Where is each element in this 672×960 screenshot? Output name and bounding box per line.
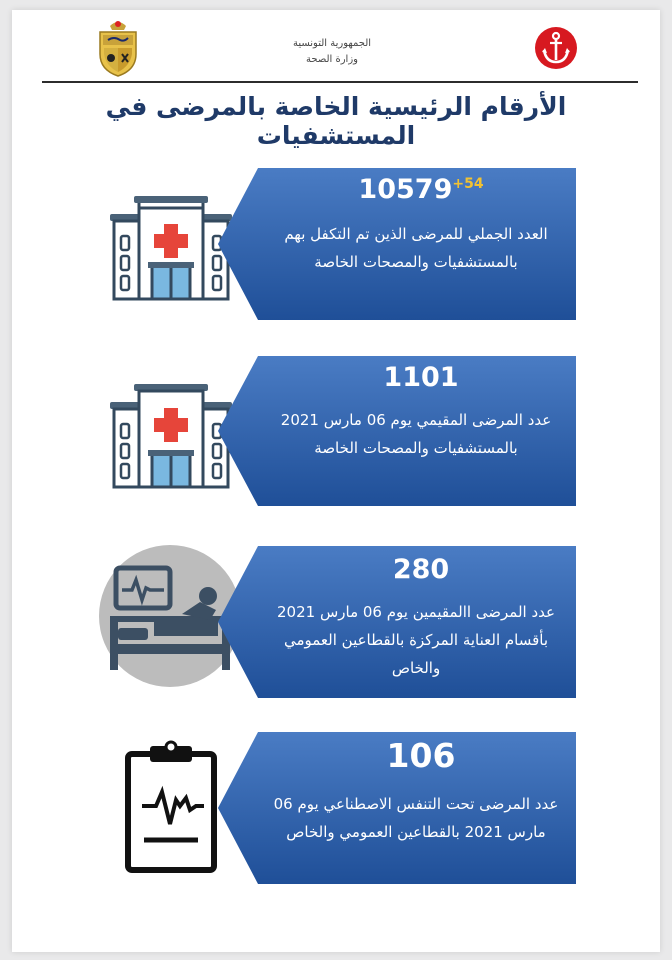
ministry-name: وزارة الصحة xyxy=(306,54,358,65)
stat-value xyxy=(266,554,576,585)
tunisia-emblem-icon xyxy=(94,18,142,78)
clipboard-ecg-icon xyxy=(124,740,218,874)
stat-description: عدد المرضى تحت التنفس الاصطناعي يوم 06 مارس 2021 بالقطاعين العمومي والخاص xyxy=(273,795,559,841)
stat-panel-icu-patients xyxy=(218,546,576,698)
stat-description: العدد الجملي للمرضى الذين تم التكفل بهم بالمستشفيات والمصحات الخاصة xyxy=(284,225,548,271)
stat-number: 1101 xyxy=(383,362,459,393)
stat-description: عدد المرضى المقيمي يوم 06 مارس 2021 بالمستشفيات والمصحات الخاصة xyxy=(280,411,552,457)
document-sheet xyxy=(12,10,660,952)
stat-delta: +54 xyxy=(452,176,484,192)
stat-panel-total-patients xyxy=(218,168,576,320)
stat-value xyxy=(266,736,576,775)
stat-number: 10579 xyxy=(358,174,453,205)
ministry-header xyxy=(12,10,660,80)
hospital-icon xyxy=(106,382,236,492)
stat-description: عدد المرضى االمقيمين يوم 06 مارس 2021 بأقسام العناية المركزة بالقطاعين العمومي والخاص xyxy=(276,603,555,677)
page-title: الأرقام الرئيسية الخاصة بالمرضى في المستشفيات xyxy=(105,92,567,150)
ministry-header-text xyxy=(242,36,422,68)
header-divider xyxy=(42,81,638,83)
hospital-icon xyxy=(106,194,236,304)
stat-number: 280 xyxy=(392,554,450,585)
ministry-logo-icon xyxy=(534,26,578,70)
stat-panel-admitted-patients xyxy=(218,356,576,506)
country-name: الجمهورية التونسية xyxy=(292,38,372,49)
stat-number: 106 xyxy=(386,736,456,775)
stat-value xyxy=(266,174,576,205)
stat-value xyxy=(266,362,576,393)
stat-panel-ventilator-patients xyxy=(218,732,576,884)
